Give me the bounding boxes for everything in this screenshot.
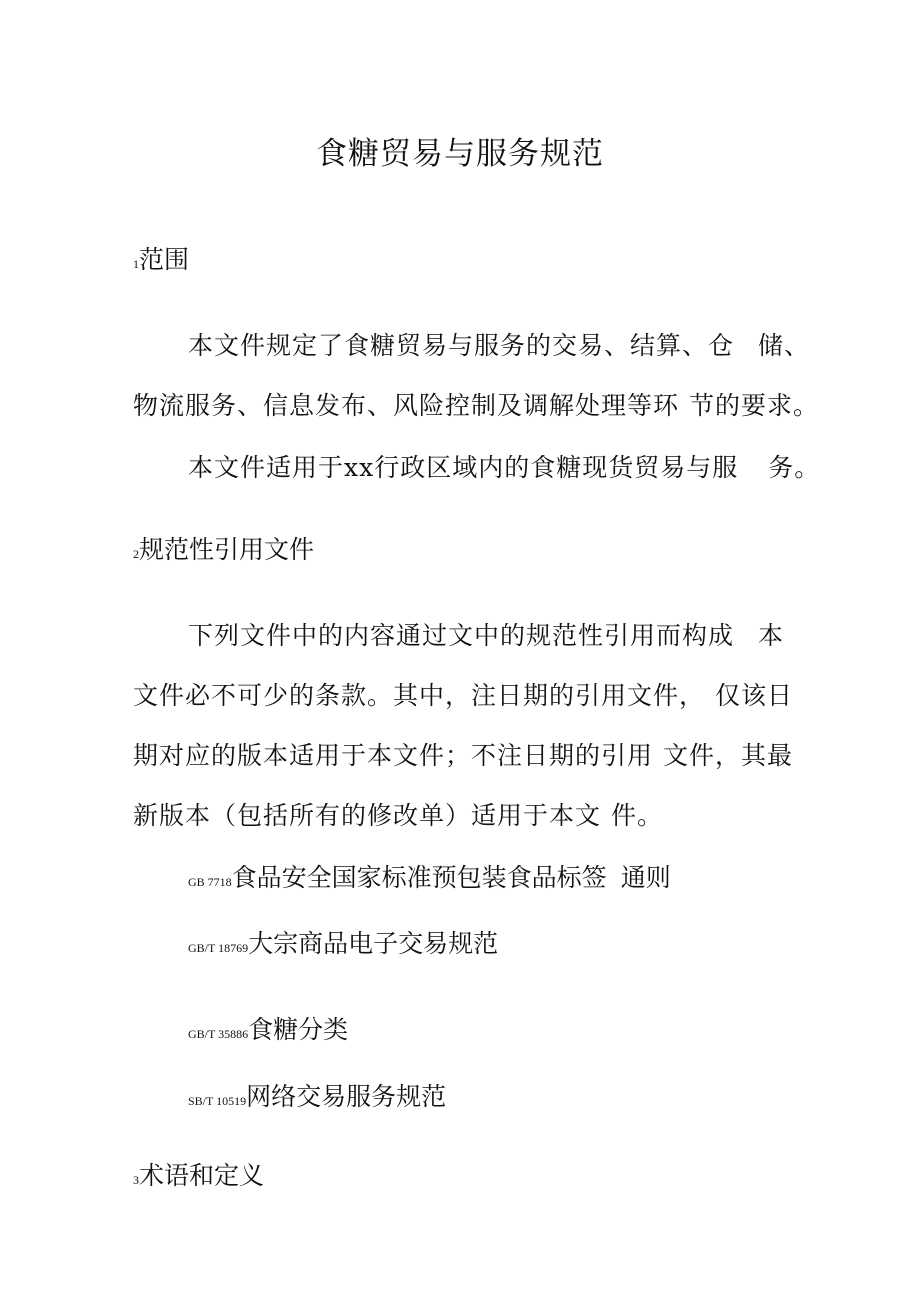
- text-run: 文件，其最: [663, 741, 794, 770]
- paragraph-line: [188, 616, 784, 652]
- text-run: 仅该日: [715, 681, 794, 710]
- page-title: 食糖贸易与服务规范: [316, 136, 604, 172]
- reference-name: 食糖分类: [248, 1015, 349, 1044]
- reference-name: 食品安全国家标准预包装食品标签: [231, 863, 607, 892]
- text-run: 文件必不可少的条款。其中，注日期的引用文件，: [133, 681, 706, 710]
- text-run: 本: [758, 621, 785, 650]
- reference-item: [188, 1010, 348, 1046]
- section-title: 规范性引用文件: [139, 535, 315, 564]
- text-run: 节的要求。: [689, 391, 820, 420]
- text-run: 期对应的版本适用于本文件；不注日期的引用: [133, 741, 654, 770]
- reference-code: SB/T 10519: [188, 1094, 247, 1108]
- section-title: 范围: [139, 245, 190, 274]
- text-run: 储、: [758, 331, 811, 360]
- paragraph-line: [133, 386, 819, 422]
- reference-item: [188, 1077, 446, 1113]
- section-number: 3: [133, 1173, 139, 1187]
- section-number: 1: [133, 257, 139, 271]
- paragraph-line: [133, 796, 663, 832]
- text-run: 物流服务、信息发布、风险控制及调解处理等环: [133, 391, 680, 420]
- section-title: 术语和定义: [139, 1161, 265, 1190]
- section-number: 2: [133, 547, 139, 561]
- text-run: 件。: [611, 801, 664, 830]
- paragraph-line: [188, 326, 810, 362]
- reference-code: GB/T 35886: [188, 1027, 249, 1041]
- reference-code: GB/T 18769: [188, 941, 249, 955]
- paragraph-line: [133, 676, 793, 712]
- paragraph-line: [133, 736, 793, 772]
- text-run: 务。: [768, 453, 821, 482]
- reference-item: [188, 858, 671, 894]
- text-run: 下列文件中的内容通过文中的规范性引用而构成: [188, 621, 735, 650]
- text-run: 新版本（包括所有的修改单）适用于本文: [133, 801, 602, 830]
- section-heading-scope: [133, 240, 189, 276]
- text-run: 本文件适用于xx行政区域内的食糖现货贸易与服: [188, 453, 739, 482]
- paragraph-line: [188, 448, 820, 484]
- section-heading-normative-references: [133, 530, 314, 566]
- reference-name: 网络交易服务规范: [246, 1082, 447, 1111]
- reference-code: GB 7718: [188, 875, 232, 889]
- reference-name: 大宗商品电子交易规范: [248, 929, 499, 958]
- reference-item: [188, 924, 498, 960]
- text-run: 本文件规定了食糖贸易与服务的交易、结算、仓: [188, 331, 735, 360]
- section-heading-terms-definitions: [133, 1156, 264, 1192]
- reference-extra: 通则: [620, 863, 671, 892]
